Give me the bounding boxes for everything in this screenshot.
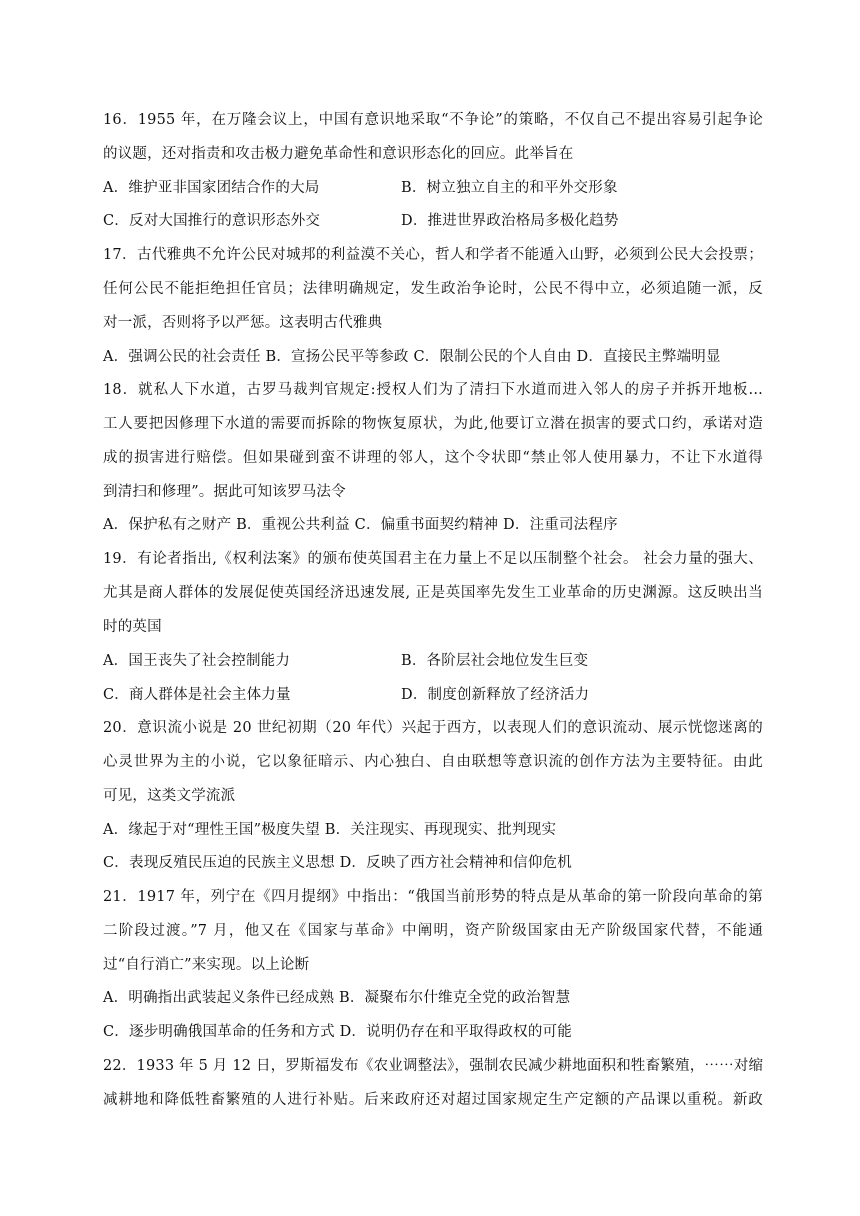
q22-stem-line-1: 22．1933 年 5 月 12 日，罗斯福发布《农业调整法》，强制农民减少耕地面积和牲畜繁殖，⋯⋯对缩 [103,1058,764,1074]
q17-stem-line-1: 17．古代雅典不允许公民对城邦的利益漠不关心，哲人和学者不能遁入山野，必须到公民大会投票； [103,247,763,263]
q16-option-b: B．树立独立自主的和平外交形象 [401,180,618,196]
q18-options: A．保护私有之财产 B．重视公共利益 C．偏重书面契约精神 D．注重司法程序 [103,517,618,533]
q17-options: A．强调公民的社会责任 B．宣扬公民平等参政 C．限制公民的个人自由 D．直接民主弊端明显 [103,349,721,365]
q22-stem-line-2: 减耕地和降低牲畜繁殖的人进行补贴。后来政府还对超过国家规定生产定额的产品课以重税。新政 [103,1092,763,1108]
q19-option-d: D．制度创新释放了经济活力 [401,687,590,703]
q19-option-c: C．商人群体是社会主体力量 [103,687,291,703]
q16-stem-line-2: 的议题，还对指责和攻击极力避免革命性和意识形态化的回应。此举旨在 [103,146,574,162]
q20-options-ab: A．缘起于对“理性王国”极度失望 B．关注现实、再现现实、批判现实 [103,822,557,838]
q21-options-cd: C．逐步明确俄国革命的任务和方式 D．说明仍存在和平取得政权的可能 [103,1024,572,1040]
q16-stem-line-1: 16．1955 年，在万隆会议上，中国有意识地采取“不争论”的策略，不仅自己不提出容易引起争论 [103,112,763,128]
q19-stem-line-1: 19．有论者指出,《权利法案》的颁布使英国君主在力量上不足以压制整个社会。 社会力量的强大、 [103,551,763,567]
q18-stem-line-3: 成的损害进行赔偿。但如果碰到蛮不讲理的邻人，这个令状即“禁止邻人使用暴力，不让下水道得 [103,450,763,466]
q21-options-ab: A．明确指出武装起义条件已经成熟 B．凝聚布尔什维克全党的政治智慧 [103,990,571,1006]
q21-stem-line-2: 二阶段过渡。”7 月，他又在《国家与革命》中阐明，资产阶级国家由无产阶级国家代替，不能通 [103,923,763,939]
q21-stem-line-3: 过“自行消亡”来实现。以上论断 [103,957,310,973]
q16-option-a: A．维护亚非国家团结合作的大局 [103,180,320,196]
q19-stem-line-3: 时的英国 [103,619,162,635]
q17-stem-line-2: 任何公民不能拒绝担任官员；法律明确规定，发生政治争论时，公民不得中立，必须追随一派，反 [103,281,763,297]
q20-stem-line-3: 可见，这类文学流派 [103,788,236,804]
q21-stem-line-1: 21．1917 年，列宁在《四月提纲》中指出：“俄国当前形势的特点是从革命的第一阶段向革命的第 [103,889,763,905]
q20-options-cd: C．表现反殖民压迫的民族主义思想 D．反映了西方社会精神和信仰危机 [103,855,572,871]
q19-option-a: A．国王丧失了社会控制能力 [103,653,291,669]
q19-option-b: B．各阶层社会地位发生巨变 [401,653,589,669]
q16-option-c: C．反对大国推行的意识形态外交 [103,213,321,229]
q18-stem-line-4: 到清扫和修理”。据此可知该罗马法令 [103,484,346,500]
q20-stem-line-1: 20．意识流小说是 20 世纪初期（20 年代）兴起于西方，以表现人们的意识流动、展示恍惚迷离的 [103,720,763,736]
q16-option-d: D．推进世界政治格局多极化趋势 [401,213,619,229]
q17-stem-line-3: 对一派，否则将予以严惩。这表明古代雅典 [103,315,383,331]
q20-stem-line-2: 心灵世界为主的小说，它以象征暗示、内心独白、自由联想等意识流的创作方法为主要特征。由此 [103,754,763,770]
q19-stem-line-2: 尤其是商人群体的发展促使英国经济迅速发展, 正是英国率先发生工业革命的历史渊源。这反映出当 [103,585,763,601]
q18-stem-line-1: 18．就私人下水道，古罗马裁判官规定:授权人们为了清扫下水道而进入邻人的房子并拆开地板... [103,382,763,398]
q18-stem-line-2: 工人要把因修理下水道的需要而拆除的物恢复原状，为此,他要订立潜在损害的要式口约，承诺对造 [103,416,763,432]
